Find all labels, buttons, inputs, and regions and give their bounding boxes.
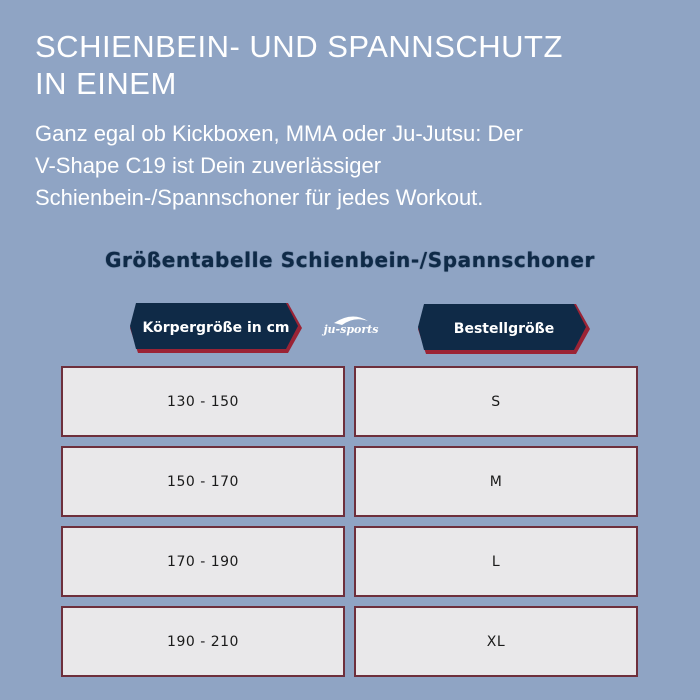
headline — [35, 28, 675, 102]
headline-line-1: SCHIENBEIN- UND SPANNSCHUTZ — [35, 29, 563, 64]
table-cell-size: S — [354, 366, 638, 437]
table-cell-size: XL — [354, 606, 638, 677]
table-cell-size: M — [354, 446, 638, 517]
column-header-label: Bestellgröße — [453, 320, 555, 337]
table-cell-size: L — [354, 526, 638, 597]
table-cell-height: 130 - 150 — [61, 366, 345, 437]
intro-line-1: Ganz egal ob Kickboxen, MMA oder Ju-Jutsu: Der — [35, 121, 523, 146]
logo-wordmark: ju-sports — [323, 323, 379, 336]
column-header-label: Körpergröße in cm — [142, 319, 290, 336]
table-cell-height: 190 - 210 — [61, 606, 345, 677]
column-header-body-height — [130, 303, 302, 353]
column-header-order-size — [418, 304, 590, 354]
intro-line-2: V-Shape C19 ist Dein zuverlässiger — [35, 153, 382, 178]
table-cell-height: 170 - 190 — [61, 526, 345, 597]
intro-line-3: Schienbein-/Spannschoner für jedes Workout. — [35, 185, 484, 210]
table-cell-height: 150 - 170 — [61, 446, 345, 517]
size-table-title: Größentabelle Schienbein-/Spannschoner — [104, 248, 596, 272]
ju-sports-logo — [312, 313, 390, 347]
intro-text — [35, 118, 675, 214]
headline-line-2: IN EINEM — [35, 66, 177, 101]
